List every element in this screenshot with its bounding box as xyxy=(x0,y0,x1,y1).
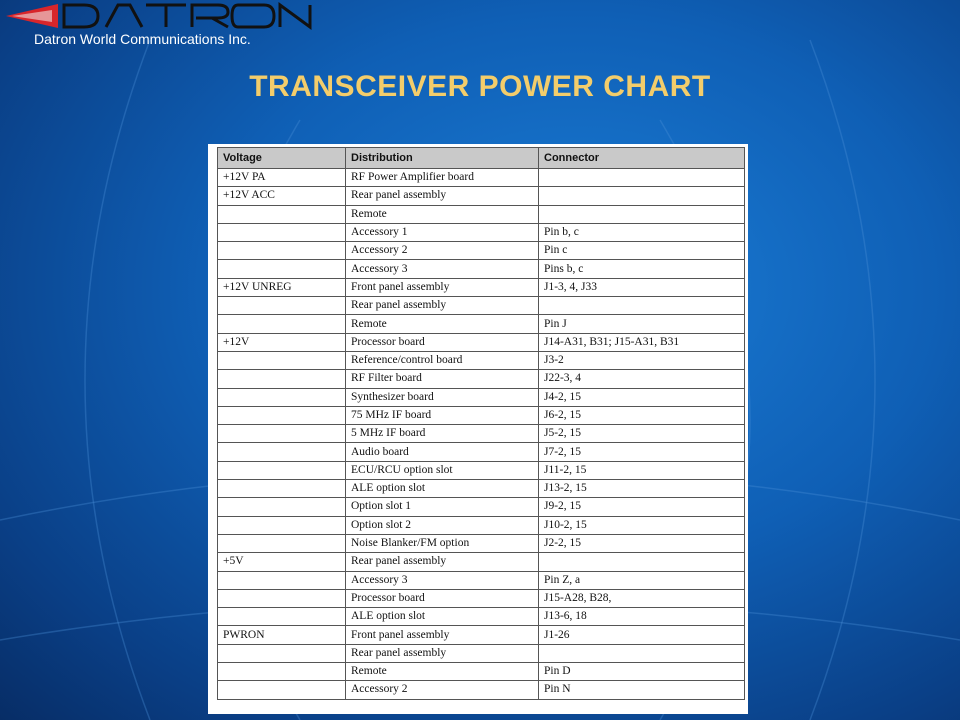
distribution-cell: 5 MHz IF board xyxy=(346,425,539,443)
header-voltage: Voltage xyxy=(218,148,346,169)
voltage-cell xyxy=(218,644,346,662)
table-row xyxy=(218,425,745,443)
connector-cell: J14-A31, B31; J15-A31, B31 xyxy=(539,333,745,351)
datron-logo xyxy=(6,2,312,30)
table-row xyxy=(218,663,745,681)
distribution-cell: Accessory 1 xyxy=(346,223,539,241)
distribution-cell: Front panel assembly xyxy=(346,626,539,644)
distribution-cell: Reference/control board xyxy=(346,351,539,369)
table-row xyxy=(218,498,745,516)
voltage-cell xyxy=(218,681,346,699)
distribution-cell: Remote xyxy=(346,205,539,223)
connector-cell: J4-2, 15 xyxy=(539,388,745,406)
voltage-cell xyxy=(218,297,346,315)
table-row xyxy=(218,333,745,351)
voltage-cell xyxy=(218,242,346,260)
connector-cell: J15-A28, B28, xyxy=(539,589,745,607)
voltage-cell xyxy=(218,388,346,406)
table-row xyxy=(218,223,745,241)
distribution-cell: Option slot 1 xyxy=(346,498,539,516)
distribution-cell: Rear panel assembly xyxy=(346,297,539,315)
distribution-cell: Synthesizer board xyxy=(346,388,539,406)
connector-cell xyxy=(539,297,745,315)
connector-cell: Pin D xyxy=(539,663,745,681)
voltage-cell xyxy=(218,516,346,534)
connector-cell: J5-2, 15 xyxy=(539,425,745,443)
table-row xyxy=(218,626,745,644)
table-row xyxy=(218,480,745,498)
connector-cell: J13-6, 18 xyxy=(539,608,745,626)
voltage-cell xyxy=(218,425,346,443)
table-row xyxy=(218,187,745,205)
connector-cell: J22-3, 4 xyxy=(539,370,745,388)
distribution-cell: ALE option slot xyxy=(346,608,539,626)
table-row xyxy=(218,388,745,406)
table-row xyxy=(218,315,745,333)
connector-cell: J7-2, 15 xyxy=(539,443,745,461)
connector-cell: J2-2, 15 xyxy=(539,534,745,552)
voltage-cell xyxy=(218,534,346,552)
slide-title: TRANSCEIVER POWER CHART xyxy=(249,70,711,103)
distribution-cell: Accessory 2 xyxy=(346,681,539,699)
voltage-cell: +12V PA xyxy=(218,169,346,187)
distribution-cell: Remote xyxy=(346,315,539,333)
table-row xyxy=(218,571,745,589)
voltage-cell xyxy=(218,608,346,626)
table-row xyxy=(218,370,745,388)
company-name: Datron World Communications Inc. xyxy=(34,31,251,47)
table-row xyxy=(218,443,745,461)
voltage-cell xyxy=(218,406,346,424)
voltage-cell: PWRON xyxy=(218,626,346,644)
connector-cell xyxy=(539,205,745,223)
voltage-cell xyxy=(218,498,346,516)
connector-cell: J6-2, 15 xyxy=(539,406,745,424)
table-row xyxy=(218,260,745,278)
connector-cell: Pin b, c xyxy=(539,223,745,241)
distribution-cell: Audio board xyxy=(346,443,539,461)
distribution-cell: ALE option slot xyxy=(346,480,539,498)
table-row xyxy=(218,608,745,626)
voltage-cell xyxy=(218,205,346,223)
connector-cell: J3-2 xyxy=(539,351,745,369)
table-row xyxy=(218,297,745,315)
distribution-cell: ECU/RCU option slot xyxy=(346,461,539,479)
distribution-cell: Accessory 3 xyxy=(346,571,539,589)
power-chart-table xyxy=(217,147,745,700)
table-row xyxy=(218,516,745,534)
table-row xyxy=(218,681,745,699)
connector-cell: Pin Z, a xyxy=(539,571,745,589)
connector-cell: J1-3, 4, J33 xyxy=(539,278,745,296)
table-row xyxy=(218,461,745,479)
connector-cell: Pin J xyxy=(539,315,745,333)
power-chart-document xyxy=(208,144,748,714)
connector-cell: J11-2, 15 xyxy=(539,461,745,479)
distribution-cell: Processor board xyxy=(346,589,539,607)
voltage-cell xyxy=(218,351,346,369)
table-row xyxy=(218,644,745,662)
voltage-cell xyxy=(218,260,346,278)
voltage-cell xyxy=(218,461,346,479)
voltage-cell: +12V xyxy=(218,333,346,351)
table-row xyxy=(218,169,745,187)
connector-cell: J1-26 xyxy=(539,626,745,644)
distribution-cell: Processor board xyxy=(346,333,539,351)
distribution-cell: Remote xyxy=(346,663,539,681)
distribution-cell: Accessory 3 xyxy=(346,260,539,278)
connector-cell: J13-2, 15 xyxy=(539,480,745,498)
header-distribution: Distribution xyxy=(346,148,539,169)
connector-cell: Pins b, c xyxy=(539,260,745,278)
table-row xyxy=(218,278,745,296)
connector-cell: J10-2, 15 xyxy=(539,516,745,534)
distribution-cell: Front panel assembly xyxy=(346,278,539,296)
connector-cell xyxy=(539,169,745,187)
connector-cell xyxy=(539,553,745,571)
header-connector: Connector xyxy=(539,148,745,169)
voltage-cell xyxy=(218,480,346,498)
distribution-cell: RF Filter board xyxy=(346,370,539,388)
distribution-cell: 75 MHz IF board xyxy=(346,406,539,424)
table-header-row xyxy=(218,148,745,169)
table-row xyxy=(218,534,745,552)
voltage-cell: +5V xyxy=(218,553,346,571)
distribution-cell: Accessory 2 xyxy=(346,242,539,260)
voltage-cell xyxy=(218,223,346,241)
connector-cell xyxy=(539,187,745,205)
voltage-cell xyxy=(218,663,346,681)
table-row xyxy=(218,205,745,223)
voltage-cell xyxy=(218,315,346,333)
voltage-cell xyxy=(218,443,346,461)
table-row xyxy=(218,242,745,260)
voltage-cell xyxy=(218,370,346,388)
distribution-cell: Rear panel assembly xyxy=(346,553,539,571)
distribution-cell: Option slot 2 xyxy=(346,516,539,534)
connector-cell: Pin N xyxy=(539,681,745,699)
voltage-cell: +12V ACC xyxy=(218,187,346,205)
distribution-cell: Noise Blanker/FM option xyxy=(346,534,539,552)
voltage-cell: +12V UNREG xyxy=(218,278,346,296)
distribution-cell: RF Power Amplifier board xyxy=(346,169,539,187)
table-row xyxy=(218,406,745,424)
table-row xyxy=(218,553,745,571)
voltage-cell xyxy=(218,589,346,607)
table-row xyxy=(218,351,745,369)
connector-cell: Pin c xyxy=(539,242,745,260)
distribution-cell: Rear panel assembly xyxy=(346,187,539,205)
voltage-cell xyxy=(218,571,346,589)
table-row xyxy=(218,589,745,607)
connector-cell xyxy=(539,644,745,662)
distribution-cell: Rear panel assembly xyxy=(346,644,539,662)
connector-cell: J9-2, 15 xyxy=(539,498,745,516)
